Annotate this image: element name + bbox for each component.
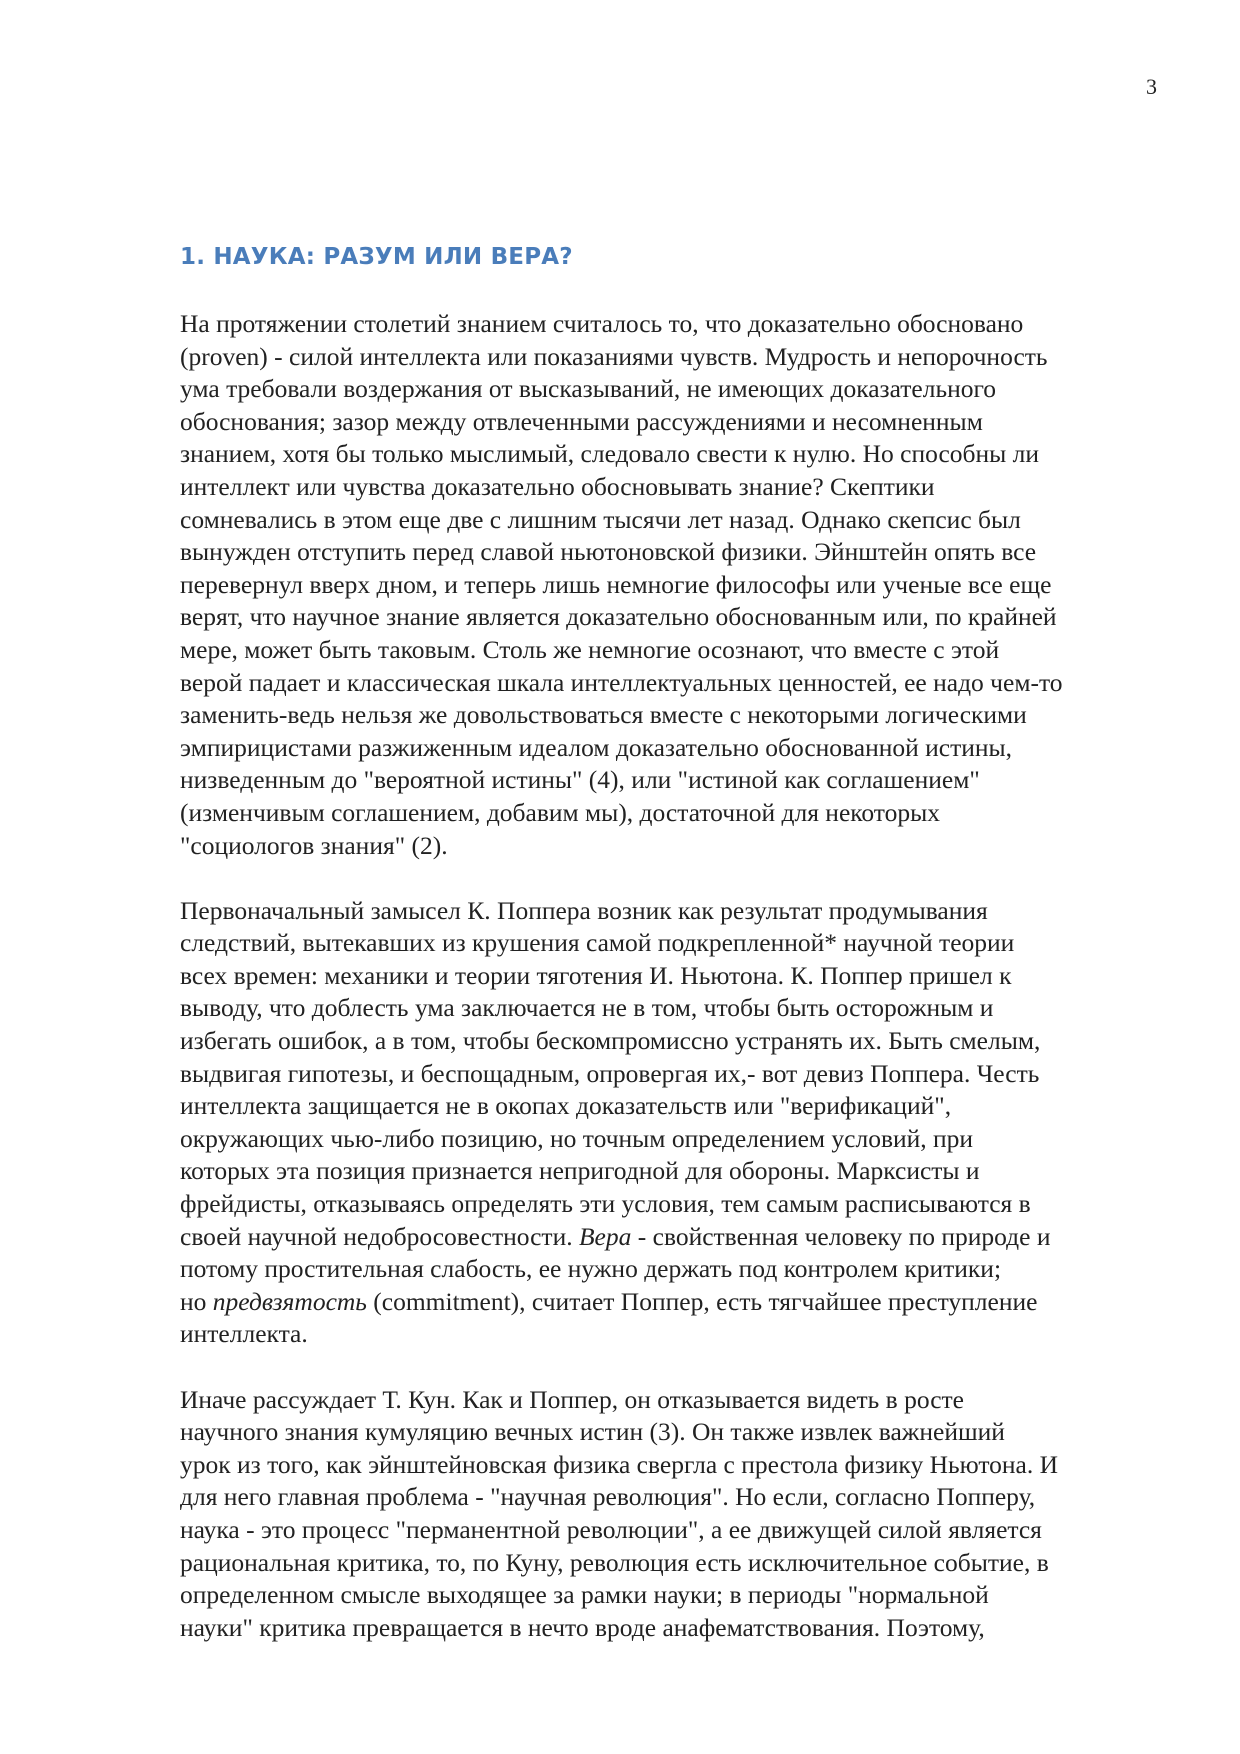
text-segment: своей научной недобросовестности.: [180, 1221, 579, 1251]
text-line: избегать ошибок, а в том, чтобы бескомпромиссно устранять их. Быть смелым,: [180, 1026, 1041, 1056]
text-line: урок из того, как эйнштейновская физика свергла с престола физику Ньютона. И: [180, 1449, 1059, 1479]
text-segment: (commitment), считает Поппер, есть тягчайшее преступление: [366, 1286, 1038, 1316]
text-line: (изменчивым соглашением, добавим мы), достаточной для некоторых: [180, 797, 940, 827]
text-line: окружающих чью-либо позицию, но точным определением условий, при: [180, 1123, 974, 1153]
text-line: Первоначальный замысел К. Поппера возник как результат продумывания: [180, 895, 988, 925]
text-line: На протяжении столетий знанием считалось то, что доказательно обосновано: [180, 309, 1024, 338]
text-line: для него главная проблема - "научная революция". Но если, согласно Попперу,: [180, 1482, 1036, 1512]
paragraph-3: [180, 1384, 1170, 1645]
text-line: вынужден отступить перед славой ньютоновской физики. Эйнштейн опять все: [180, 537, 1037, 567]
emphasis-predvzyatost: предвзятость: [212, 1286, 367, 1316]
text-line: (proven) - силой интеллекта или показаниями чувств. Мудрость и непорочность: [180, 341, 1048, 371]
text-line: эмпирицистами разжиженным идеалом доказательно обоснованной истины,: [180, 732, 1013, 762]
text-line: интеллекта защищается не в окопах доказательств или "верификаций",: [180, 1091, 952, 1121]
text-line: интеллекта.: [180, 1319, 308, 1349]
text-line: наука - это процесс "перманентной революции", а ее движущей силой является: [180, 1514, 1042, 1544]
page-number: 3: [1146, 74, 1157, 99]
text-line: сомневались в этом еще две с лишним тысячи лет назад. Однако скепсис был: [180, 504, 1021, 534]
text-segment: - свойственная человеку по природе и: [631, 1221, 1051, 1251]
text-line: Иначе рассуждает Т. Кун. Как и Поппер, он отказывается видеть в росте: [180, 1384, 965, 1414]
text-line: перевернул вверх дном, и теперь лишь немногие философы или ученые все еще: [180, 569, 1052, 599]
emphasis-vera: Вера: [578, 1221, 632, 1251]
body-text: [180, 308, 1170, 1677]
text-line: верят, что научное знание является доказательно обоснованным или, по крайней: [180, 602, 1057, 632]
text-line: [180, 1286, 1170, 1319]
text-line: определенном смысле выходящее за рамки науки; в периоды "нормальной: [180, 1580, 989, 1610]
text-line: потому простительная слабость, ее нужно держать под контролем критики;: [180, 1254, 1002, 1284]
text-line: научного знания кумуляцию вечных истин (3). Он также извлек важнейший: [180, 1417, 1005, 1447]
text-line: выводу, что доблесть ума заключается не в том, чтобы быть осторожным и: [180, 993, 994, 1023]
text-line: выдвигая гипотезы, и беспощадным, опровергая их,- вот девиз Поппера. Честь: [180, 1058, 1040, 1088]
text-line: обоснования; зазор между отвлеченными рассуждениями и несомненным: [180, 406, 983, 436]
text-segment: но: [180, 1286, 213, 1316]
text-line: фрейдисты, отказываясь определять эти условия, тем самым расписываются в: [180, 1189, 1031, 1219]
text-line: следствий, вытекавших из крушения самой подкрепленной* научной теории: [180, 928, 1015, 958]
text-line: которых эта позиция признается непригодной для обороны. Марксисты и: [180, 1156, 980, 1186]
text-line: "социологов знания" (2).: [180, 830, 448, 860]
text-line: низведенным до "вероятной истины" (4), или "истиной как соглашением": [180, 765, 980, 795]
text-line: науки" критика превращается в нечто вроде анафематствования. Поэтому,: [180, 1612, 985, 1642]
text-line: мере, может быть таковым. Столь же немногие осознают, что вместе с этой: [180, 634, 1000, 664]
text-line: рациональная критика, то, по Куну, революция есть исключительное событие, в: [180, 1547, 1049, 1577]
text-line: верой падает и классическая шкала интеллектуальных ценностей, ее надо чем-то: [180, 667, 1063, 697]
text-line: ума требовали воздержания от высказываний, не имеющих доказательного: [180, 374, 997, 404]
paragraph-1: [180, 308, 1170, 862]
text-line: всех времен: механики и теории тяготения И. Ньютона. К. Поппер пришел к: [180, 960, 1012, 990]
text-line: [180, 1221, 1170, 1254]
text-line: интеллект или чувства доказательно обосновывать знание? Скептики: [180, 471, 935, 501]
text-line: заменить-ведь нельзя же довольствоваться вместе с некоторыми логическими: [180, 700, 1027, 730]
text-line: знанием, хотя бы только мыслимый, следовало свести к нулю. Но способны ли: [180, 439, 1040, 469]
paragraph-2: [180, 895, 1170, 1351]
section-heading: 1. НАУКА: РАЗУМ ИЛИ ВЕРА?: [180, 244, 573, 270]
